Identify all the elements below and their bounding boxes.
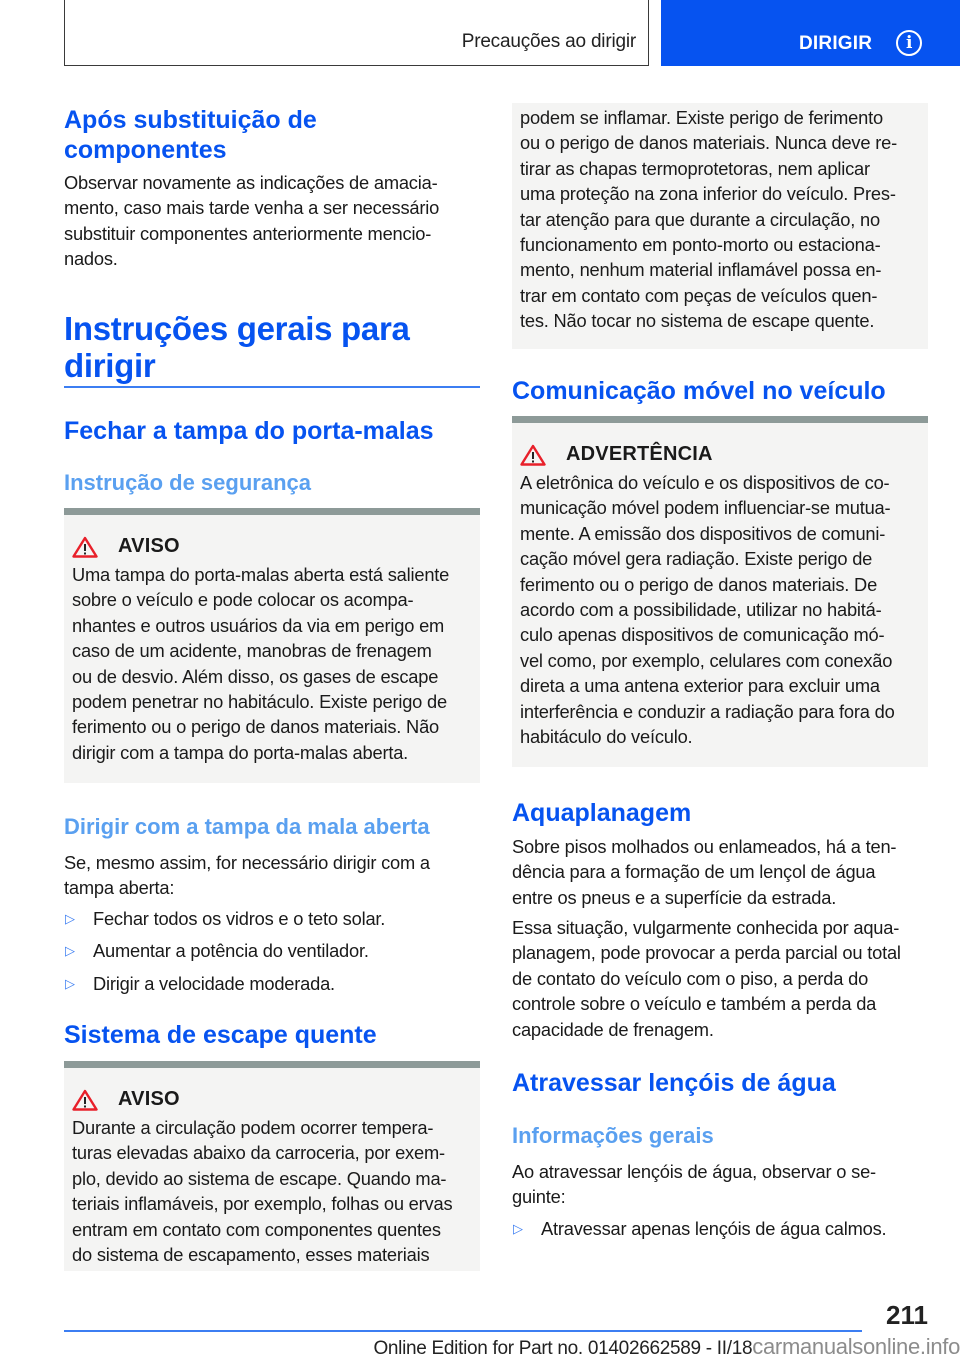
watermark: carmanualsonline.info (752, 1334, 960, 1359)
chapter-heading-instrucoes: Instruções gerais para dirigir (64, 310, 410, 384)
bullet-arrow-icon: ▷ (65, 943, 75, 959)
section-header (64, 0, 649, 66)
warning-triangle-icon (72, 536, 98, 558)
heading-fechar-tampa: Fechar a tampa do porta-malas (64, 417, 434, 445)
heading-atravessar-lencois: Atravessar lençóis de água (512, 1069, 836, 1097)
chapter-label: DIRIGIR (799, 33, 873, 54)
warning-triangle-icon (72, 1089, 98, 1111)
heading-divider (64, 386, 480, 388)
paragraph-amaciamento: Observar novamente as indicações de amacia- mento, caso mais tarde venha a ser necessário substituir componentes anteriormente mencio- nados. (64, 172, 440, 270)
warning-box-aviso-escape (64, 1061, 480, 1271)
heading-apos-substituicao: Após substituição de componentes (64, 106, 317, 164)
paragraph-atravessar: Ao atravessar lençóis de água, observar o se- guinte: (512, 1161, 876, 1208)
section-title: Precauções ao dirigir (461, 31, 636, 52)
warning-text: Durante a circulação podem ocorrer tempera- turas elevadas abaixo da carroceria, por exem- plo, devido ao sistema de escape. Quando ma- teriais inflamáveis, por exemplo, folhas ou ervas entram em contato com componentes quentes do sistema de escapamento, esses materiais (72, 1117, 453, 1266)
warning-box-advertencia (512, 416, 928, 767)
warning-label: AVISO (118, 1088, 180, 1110)
bullet-arrow-icon: ▷ (65, 911, 75, 926)
warning-label: AVISO (118, 535, 180, 557)
subheading-instrucao-seguranca: Instrução de segurança (64, 470, 311, 495)
bullet-list-tampa (64, 906, 480, 1003)
warning-label: ADVERTÊNCIA (566, 443, 713, 465)
subheading-dirigir-tampa-aberta: Dirigir com a tampa da mala aberta (64, 814, 430, 839)
warning-text: A eletrônica do veículo e os dispositivos de co- municação móvel podem influenciar-se mutua- mente. A emissão dos dispositivos de comuni- cação móvel gera radiação. Existe perigo de ferimento ou o perigo de danos materiais. De acordo com a possibilidade, utilizar no habitá- culo apenas dispositivos de comunicação mó- vel como, por exemplo, celulares com conexão direta a uma antena exterior para excluir uma interferência e conduzir a radiação para fora do habitáculo do veículo. (520, 472, 895, 748)
warning-text: Uma tampa do porta-malas aberta está saliente sobre o veículo e pode colocar os acompa- nhantes e outros usuários da via em perigo em caso de um acidente, manobras de frenagem ou de desvio. Além disso, os gases de escape podem penetrar no habitáculo. Existe perigo de ferimento ou o perigo de danos materiais. Não dirigir com a tampa do porta-malas aberta. (72, 564, 450, 763)
subheading-informacoes-gerais: Informações gerais (512, 1123, 714, 1148)
bullet-list-atravessar (512, 1216, 928, 1248)
page-number: 211 (886, 1300, 928, 1330)
list-item: ▷ Dirigir a velocidade moderada. (64, 971, 480, 996)
heading-aquaplanagem: Aquaplanagem (512, 799, 692, 827)
warning-triangle-icon (520, 444, 546, 466)
footer-edition: Online Edition for Part no. 01402662589 - II/18carmanualsonline.info (373, 1334, 960, 1359)
warning-box-aviso-tampa (64, 508, 480, 783)
list-item: ▷ Aumentar a potência do ventilador. (64, 938, 480, 963)
heading-sistema-escape: Sistema de escape quente (64, 1021, 377, 1049)
bullet-arrow-icon: ▷ (513, 1221, 523, 1236)
warning-box-aviso-escape-continued (512, 103, 928, 349)
footer-divider (64, 1330, 862, 1332)
list-item: ▷ Atravessar apenas lençóis de água calmos. (512, 1216, 928, 1241)
bullet-arrow-icon: ▷ (65, 975, 75, 991)
chapter-tab[interactable] (661, 0, 960, 66)
list-item: ▷ Fechar todos os vidros e o teto solar. (64, 906, 480, 931)
paragraph-aquaplanagem-1: Sobre pisos molhados ou enlameados, há a ten- dência para a formação de um lençol de água entre os pneus e a superfície da estrada. (512, 836, 897, 908)
warning-text: podem se inflamar. Existe perigo de ferimento ou o perigo de danos materiais. Nunca deve re- tirar as chapas termoprotetoras, nem aplicar uma proteção na zona inferior do veículo. Pres- tar atenção para que durante a circulação, no funcionamento em ponto-morto ou estaciona- mento, nenhum material inflamável possa en- trar em contato com peças de veículos quen- tes. Não tocar no sistema de escape quente. (520, 107, 897, 332)
heading-comunicacao-movel: Comunicação móvel no veículo (512, 377, 886, 405)
paragraph-aquaplanagem-2: Essa situação, vulgarmente conhecida por aqua- planagem, pode provocar a perda parcial ou total de contato do veículo com o piso, a perda do controle sobre o veículo e também a perda da capacidade de frenagem. (512, 917, 901, 1040)
paragraph-tampa-aberta: Se, mesmo assim, for necessário dirigir com a tampa aberta: (64, 852, 430, 899)
info-icon: i (896, 30, 922, 56)
